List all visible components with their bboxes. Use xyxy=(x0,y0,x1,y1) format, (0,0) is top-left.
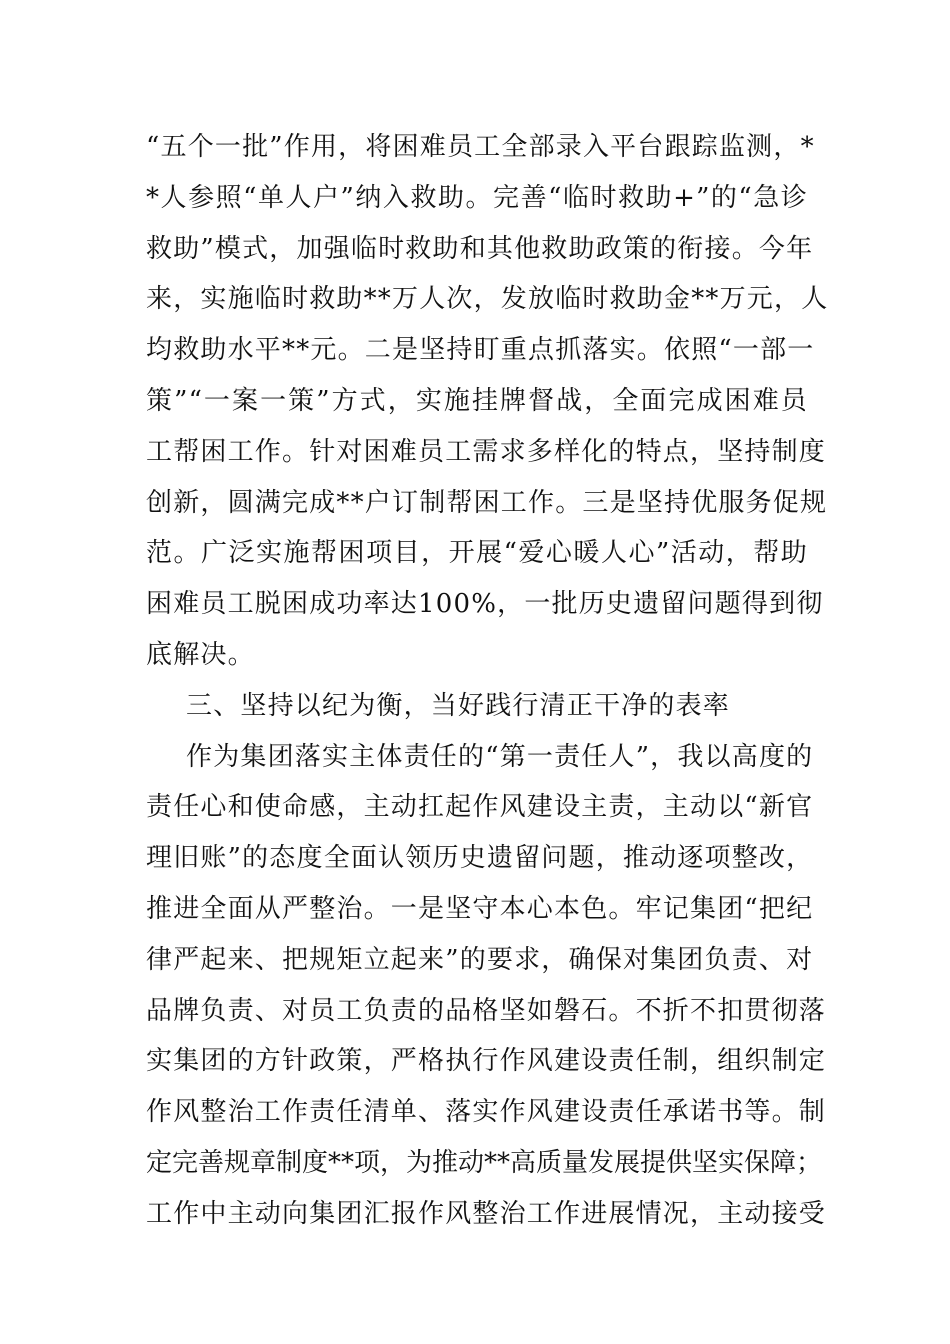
text-line: 救助”模式，加强临时救助和其他救助政策的衔接。今年 xyxy=(146,233,814,264)
document-body xyxy=(146,122,829,1240)
text-line: 来，实施临时救助**万人次，发放临时救助金**万元，人 xyxy=(146,284,829,315)
text-line: *人参照“单人户”纳入救助。完善“临时救助+”的“急诊 xyxy=(146,182,808,213)
text-line: 范。广泛实施帮困项目，开展“爱心暖人心”活动，帮助 xyxy=(146,538,808,569)
text-line: 实集团的方针政策，严格执行作风建设责任制，组织制定 xyxy=(146,1046,827,1077)
paragraph-end-line: 底解决。 xyxy=(146,639,255,670)
text-line: 工作中主动向集团汇报作风整治工作进展情况，主动接受 xyxy=(146,1198,827,1229)
text-line: 推进全面从严整治。一是坚守本心本色。牢记集团“把纪 xyxy=(146,893,814,924)
text-line: 责任心和使命感，主动扛起作风建设主责，主动以“新官 xyxy=(146,792,814,823)
text-line: “五个一批”作用，将困难员工全部录入平台跟踪监测，* xyxy=(146,132,815,162)
section-heading: 三、坚持以纪为衡，当好践行清正干净的表率 xyxy=(186,690,731,721)
text-line: 均救助水平**元。二是坚持盯重点抓落实。依照“一部一 xyxy=(146,335,815,366)
text-line: 定完善规章制度**项，为推动**高质量发展提供坚实保障； xyxy=(146,1147,823,1178)
text-line: 策”“一案一策”方式，实施挂牌督战，全面完成困难员 xyxy=(146,385,808,416)
text-line: 理旧账”的态度全面认领历史遗留问题，推动逐项整改， xyxy=(146,843,814,874)
text-line: 创新，圆满完成**户订制帮困工作。三是坚持优服务促规 xyxy=(146,487,828,518)
text-line: 作风整治工作责任清单、落实作风建设责任承诺书等。制 xyxy=(146,1097,827,1128)
text-line: 困难员工脱困成功率达100%，一批历史遗留问题得到彻 xyxy=(146,589,824,620)
text-line: 品牌负责、对员工负责的品格坚如磐石。不折不扣贯彻落 xyxy=(146,995,827,1026)
text-line: 律严起来、把规矩立起来”的要求，确保对集团负责、对 xyxy=(146,944,814,975)
paragraph-first-line: 作为集团落实主体责任的“第一责任人”，我以高度的 xyxy=(186,741,814,772)
text-line: 工帮困工作。针对困难员工需求多样化的特点，坚持制度 xyxy=(146,436,827,467)
